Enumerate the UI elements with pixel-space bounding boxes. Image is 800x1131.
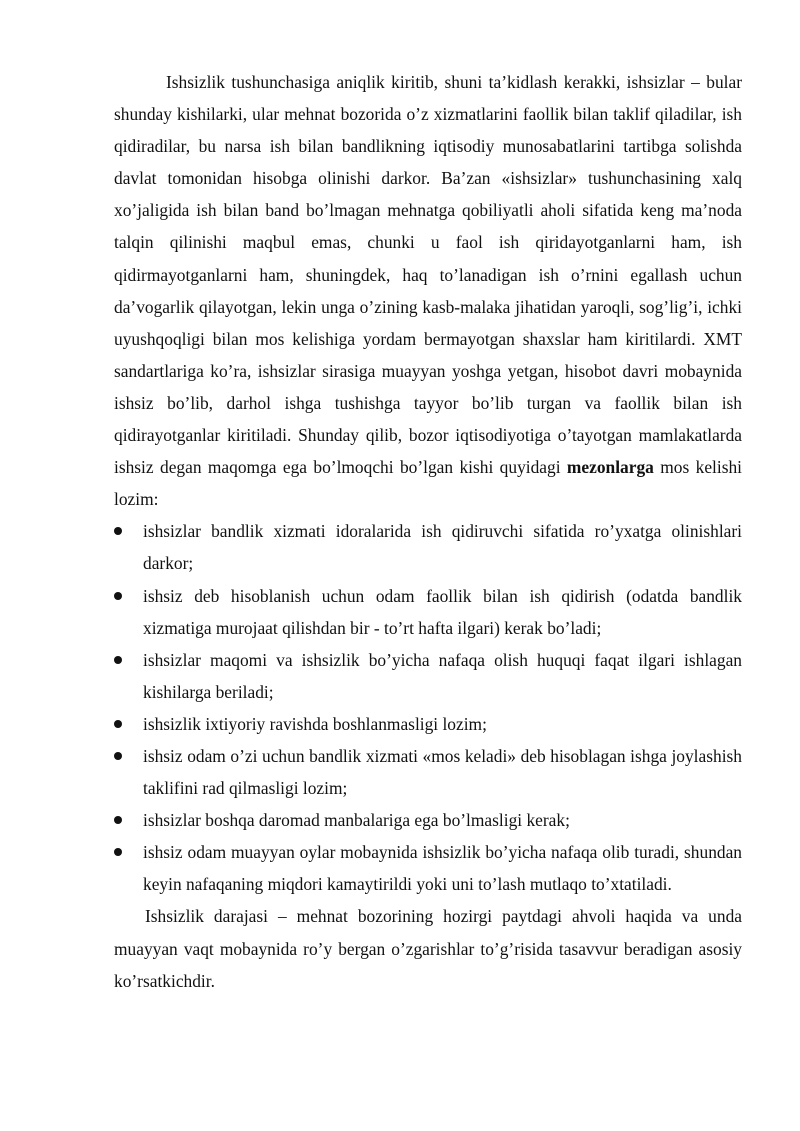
bullet-icon	[114, 592, 122, 600]
list-item	[114, 708, 742, 740]
list-item-text: ishsizlar boshqa daromad manbalariga ega bo’lmasligi kerak;	[143, 810, 570, 831]
list-item-text: ishsiz deb hisoblanish uchun odam faollik bilan ish qidirish (odatda bandlik xizmatiga murojaat qilishdan bir - to’rt hafta ilgari) kerak bo’ladi;	[143, 585, 742, 638]
list-item-text: ishsizlar maqomi va ishsizlik bo’yicha nafaqa olish huquqi faqat ilgari ishlagan kishilarga beriladi;	[143, 649, 742, 702]
list-item-text: ishsizlar bandlik xizmati idoralarida ish qidiruvchi sifatida ro’yxatga olinishlari darkor;	[143, 521, 742, 574]
document-page	[114, 66, 742, 997]
list-item	[114, 580, 742, 644]
list-item	[114, 515, 742, 579]
paragraph-conclusion: Ishsizlik darajasi – mehnat bozorining hozirgi paytdagi ahvoli haqida va unda muayyan vaqt mobaynida ro’y bergan o’zgarishlar to’g’risida tasavvur beradigan asosiy ko’rsatkichdir.	[114, 906, 742, 991]
bullet-icon	[114, 656, 122, 664]
paragraph-intro-ending: mos kelishi lozim:	[114, 457, 742, 510]
paragraph-intro-text: Ishsizlik tushunchasiga aniqlik kiritib, shuni ta’kidlash kerakki, ishsizlar – bular shunday kishilarki, ular mehnat bozorida o’z xizmatlarini faollik bilan taklif qiladilar, ish qidiradilar, bu narsa ish bilan bandlikning iqtisodiy munosabatlarini tartibga solishda davlat tomonidan hisobga olinishi darkor. Ba’zan «ishsizlar» tushunchasining xalq xo’jaligida ish bilan band bo’lmagan mehnatga qobiliyatli aholi sifatida keng ma’noda talqin qilinishi maqbul emas, chunki u faol ish qiridayotganlarni ham, ish qidirmayotganlarni ham, shuningdek, haq to’lanadigan ish o’rnini egallash uchun da’vogarlik qilayotgan, lekin unga o’zining kasb-malaka jihatidan yaroqli, sog’lig’i, ichki uyushqoqligi bilan mos kelishiga yordam bermayotgan shaxslar ham kiritilardi. XMT sandartlariga ko’ra, ishsizlar sirasiga muayyan yoshga yetgan, hisobot davri mobaynida ishsiz bo’lib, darhol ishga tushishga tayyor bo’lib turgan va faollik bilan ish qidirayotganlar kiritiladi. Shunday qilib, bozor iqtisodiyotiga o’tayotgan mamlakatlarda ishsiz degan maqomga ega bo’lmoqchi bo’lgan kishi quyidagi	[114, 72, 742, 478]
list-item-text: ishsizlik ixtiyoriy ravishda boshlanmasligi lozim;	[143, 713, 487, 734]
list-item	[114, 836, 742, 900]
criteria-list	[114, 515, 742, 900]
bullet-icon	[114, 816, 122, 824]
list-item	[114, 644, 742, 708]
bullet-icon	[114, 848, 122, 856]
bullet-icon	[114, 527, 122, 535]
list-item-text: ishsiz odam o’zi uchun bandlik xizmati «mos keladi» deb hisoblagan ishga joylashish taklifini rad qilmasligi lozim;	[143, 745, 742, 799]
bold-term: mezonlarga	[566, 457, 654, 478]
bullet-icon	[114, 720, 122, 728]
bullet-icon	[114, 752, 122, 760]
list-item-text: ishsiz odam muayyan oylar mobaynida ishsizlik bo’yicha nafaqa olib turadi, shundan keyin nafaqaning miqdori kamaytirildi yoki uni to’lash mutlaqo to’xtatiladi.	[143, 842, 742, 895]
paragraph-intro	[114, 66, 742, 515]
list-item	[114, 740, 742, 804]
list-item	[114, 804, 742, 836]
